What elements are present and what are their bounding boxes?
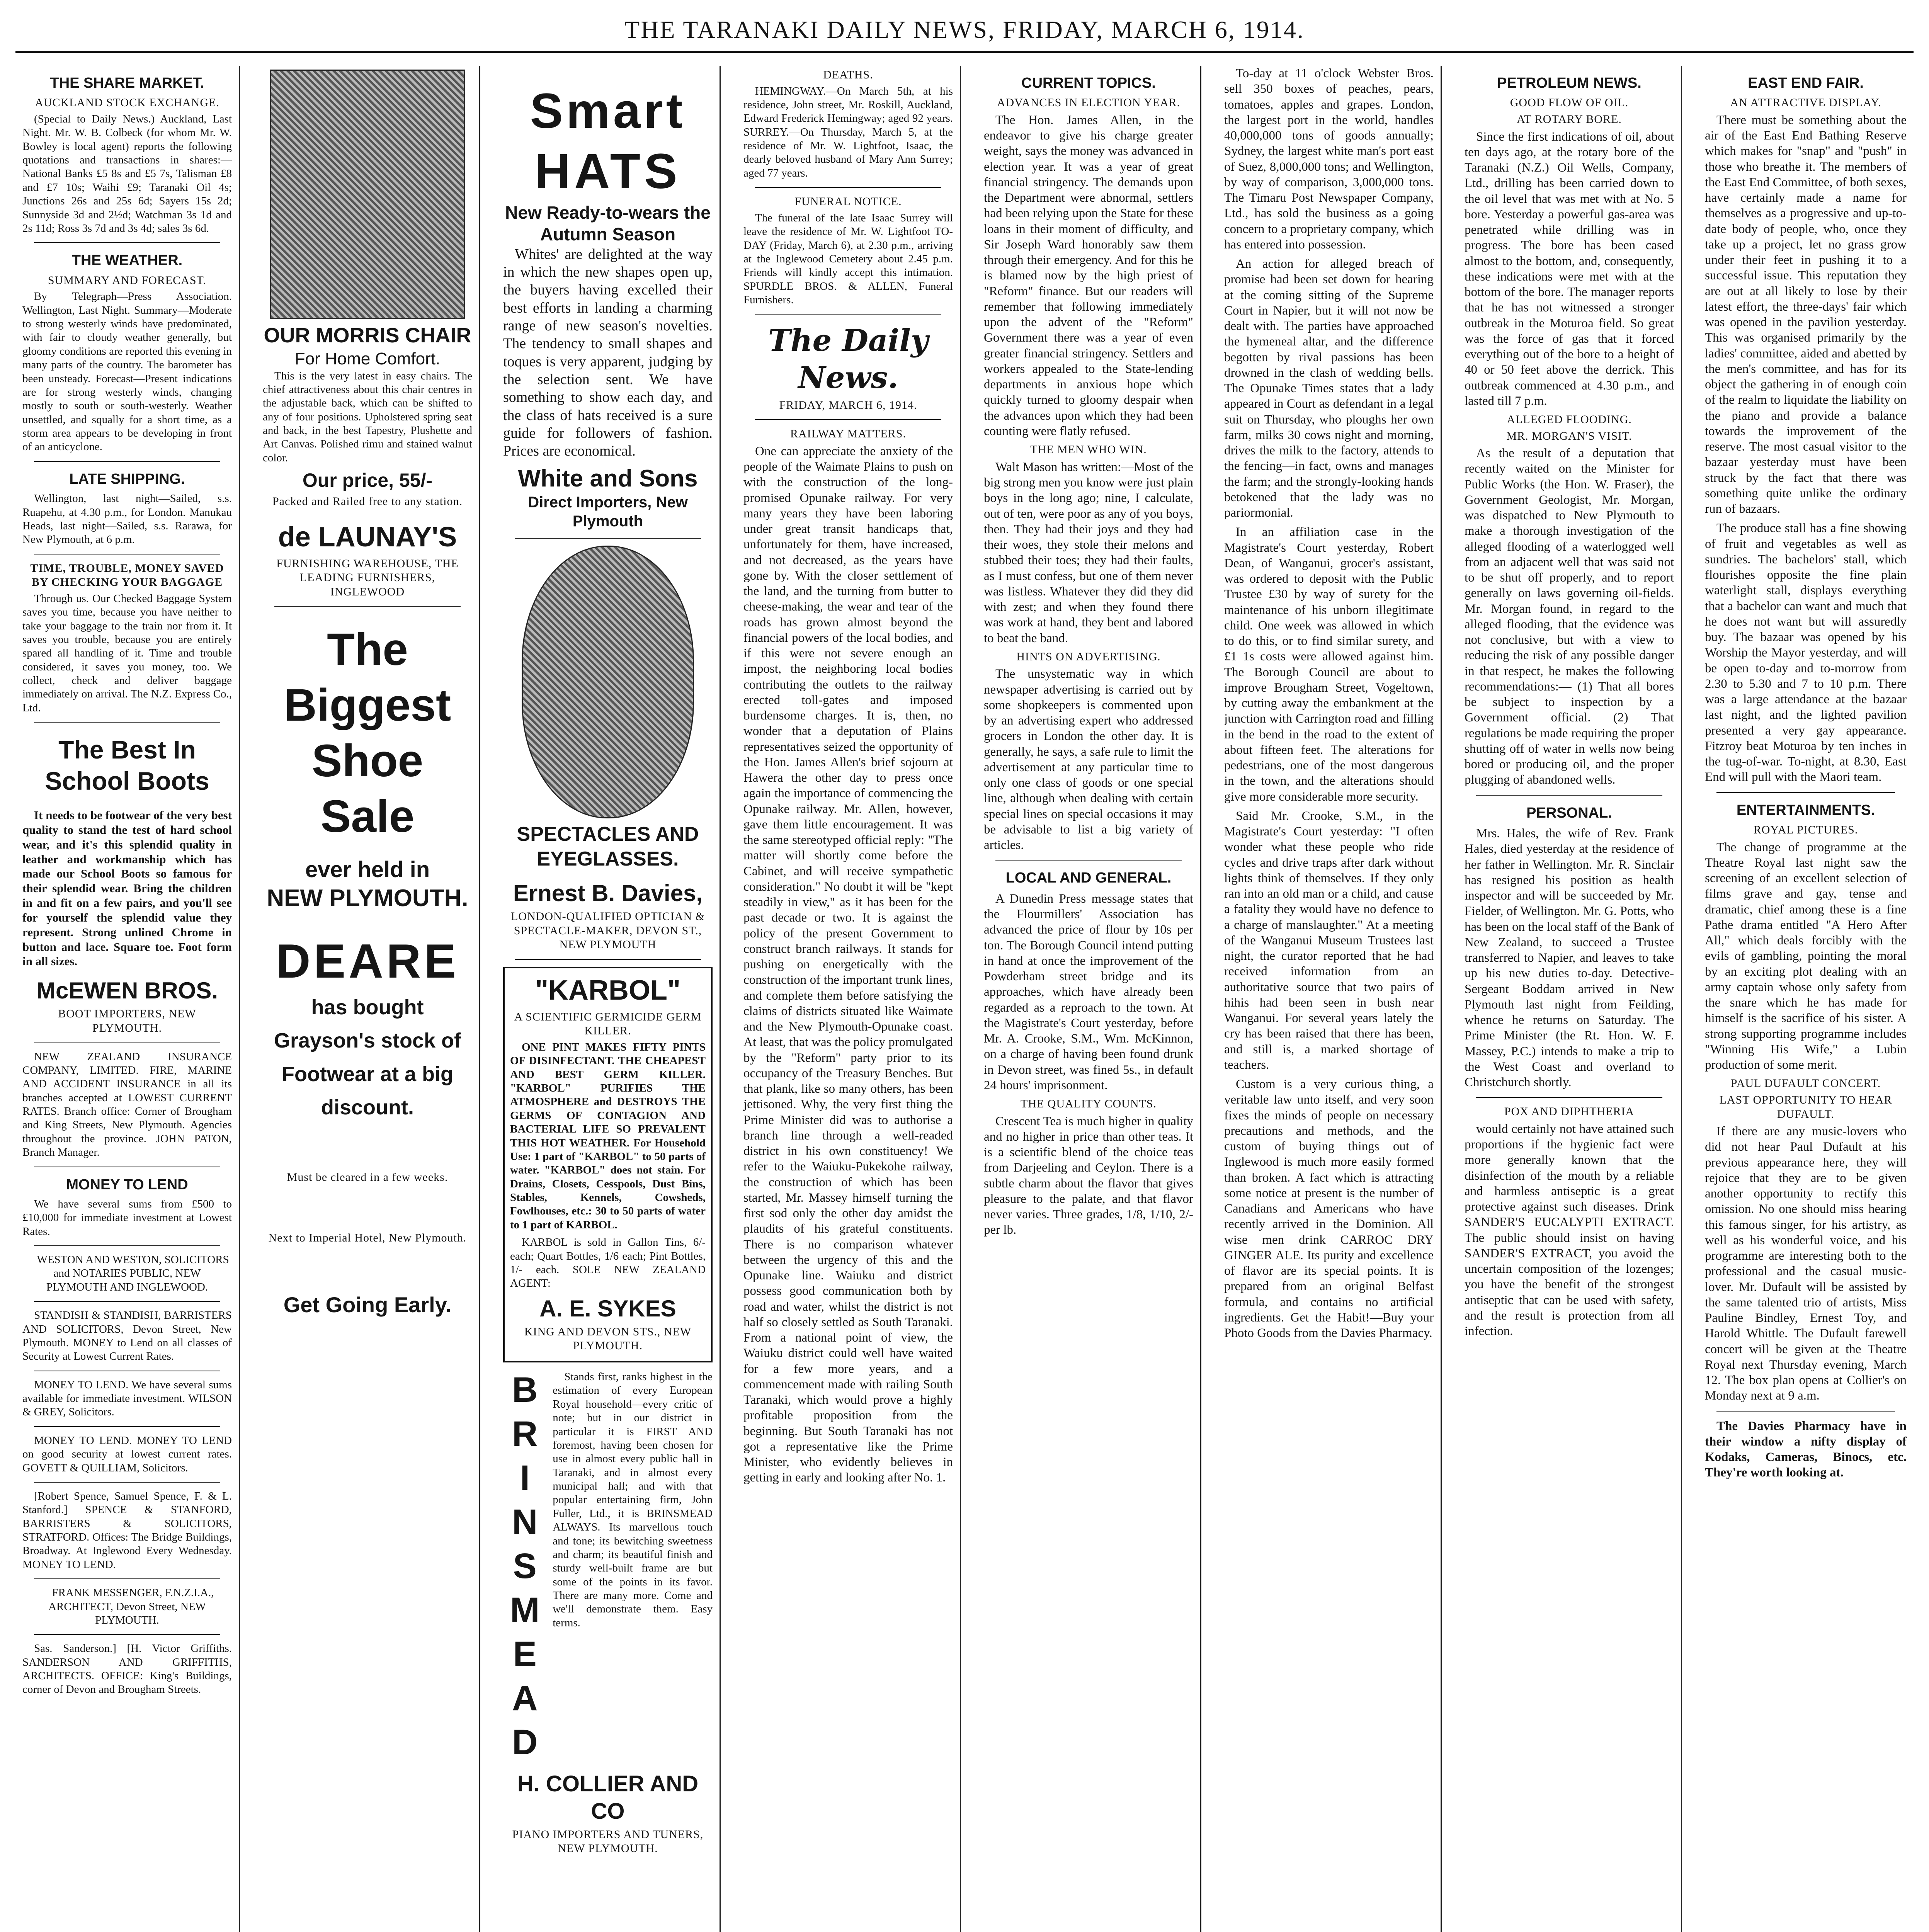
baggage-text: Through us. Our Checked Baggage System saves you time, because you have neither to take your baggage to the train nor from it. It saves you trouble, because you are entirely spared all handling of it. Time and trouble considered, it saves you money, too. We collect, check and deliver baggage immediately on arrival. The N.Z. Express Co., Ltd.	[22, 592, 232, 714]
deaths-text: HEMINGWAY.—On March 5th, at his residence, John street, Mr. Roskill, Auckland, Edward Frederick Hemingway; aged 92 years. SURREY.—On Thursday, March 5, at the residence of Mr. W. Lightfoot, Isaac, the dearly beloved husband of Mary Ann Surrey; aged 77 years.	[743, 85, 953, 179]
dufault-text: If there are any music-lovers who did not hear Paul Dufault at his previous appearance here, they will rejoice that they are to be given another opportunity to rectify this omission. No one should miss hearing this famous singer, for his artistry, as well as his wonderful voice, and his programme are interesting both to the professional and the casual music-lover. Mr. Dufault will be assisted by the same talented trio of artists, Miss Pauline Bindley, Ernest Toy, and Harold Whittle. The Dufault farewell concert will be given at the Theatre Royal next Thursday evening, March 12. The box plan opens at Collier's on Monday next at 9 a.m.	[1705, 1124, 1907, 1403]
column-rule	[479, 66, 480, 1932]
sanderson-ad: Sas. Sanderson.] [H. Victor Griffiths. SANDERSON AND GRIFFITHS, ARCHITECTS. OFFICE: King's Buildings, corner of Devon and Brougham Streets.	[22, 1642, 232, 1696]
brinsmead-ad	[503, 1370, 713, 1767]
collier-sub: PIANO IMPORTERS AND TUNERS, NEW PLYMOUTH.	[512, 1828, 704, 1855]
share-market-heading: THE SHARE MARKET.	[50, 75, 204, 91]
mcewen-bros-sub: BOOT IMPORTERS, NEW PLYMOUTH.	[58, 1007, 196, 1034]
column-8	[1698, 66, 1914, 1932]
east-end-fair-text: There must be something about the air of the East End Bathing Reserve which makes for "snap" and "push" in those who breathe it. The members of the East End Committee, of both sexes, have certainly made a name for themselves as a progressive and up-to-date body of people, who, once they take up a project, let no grass grow under their feet in pushing it to a successful issue. This reputation they are out at all likely to lose by their latest effort, the three-days' fair which was opened in the pavilion yesterday. This was organised primarily by the ladies' committee, aided and abetted by the men's committee, and has for its object the gathering in of enough coin of the realm to liquidate the liability on the piano and provide a balance towards the improvement of the reserve. The most casual visitor to the bazaar yesterday must have been struck by the fact that there was something quite unlike the ordinary run of bazaars.	[1705, 113, 1907, 516]
pharmacy-text: The Davies Pharmacy have in their window a nifty display of Kodaks, Cameras, Binocs, etc. They're worth looking at.	[1705, 1419, 1907, 1480]
column-rule	[1200, 66, 1201, 1932]
column-rule	[720, 66, 721, 1932]
personal-text: Mrs. Hales, the wife of Rev. Frank Hales, died yesterday at the residence of her father in Wellington. Mr. R. Sinclair has resigned his position as health inspector and will be succeeded by Mr. Fielder, of Wellington. Mr. G. Potts, who has been on the local staff of the Bank of New Zealand, to succeed a Trustee transferred to Napier, and leaves to take up his new duties to-day. Detective-Sergeant Boddam arrived in New Plymouth last night from Feilding, whence he returns on Saturday. The Prime Minister (the Rt. Hon. W. F. Massey, P.C.) intends to make a trip to the West Coast and overland to Christchurch shortly.	[1465, 827, 1674, 1090]
column-5	[977, 66, 1200, 1932]
money-to-lend-heading: MONEY TO LEND	[66, 1176, 188, 1193]
spence-ad: [Robert Spence, Samuel Spence, F. & L. Stanford.] SPENCE & STANFORD, BARRISTERS & SOLICITORS, STRATFORD. Offices: The Bridge Buildings, Broadway. At Inglewood Every Wednesday. MONEY TO LEND.	[22, 1490, 232, 1571]
petroleum-sub-2: AT ROTARY BORE.	[1517, 112, 1622, 126]
karbol-sold: KARBOL is sold in Gallon Tins, 6/- each; Quart Bottles, 1/6 each; Pint Bottles, 1/- each. SOLE NEW ZEALAND AGENT:	[510, 1236, 706, 1290]
karbol-heading: "KARBOL"	[535, 975, 681, 1006]
petroleum-sub-1: GOOD FLOW OF OIL.	[1510, 96, 1629, 109]
insurance-ad: NEW ZEALAND INSURANCE COMPANY, LIMITED. FIRE, MARINE AND ACCIDENT INSURANCE in all its branches accepted at LOWEST CURRENT RATES. Branch office: Corner of Brougham and King Streets, New Plymouth. Agencies throughout the province. JOHN PATON, Branch Manager.	[22, 1050, 232, 1159]
railway-heading: RAILWAY MATTERS.	[790, 427, 906, 440]
column-1	[15, 66, 239, 1932]
east-end-fair-heading: EAST END FAIR.	[1748, 75, 1864, 91]
shipping-text: Wellington, last night—Sailed, s.s. Ruapehu, at 4.30 p.m., for London. Manukau Heads, last night—Sailed, s.s. Rarawa, for New Plymouth, at 6 p.m.	[22, 492, 232, 546]
quality-counts-text: Crescent Tea is much higher in quality and no higher in price than other teas. It is a scientific blend of the choice teas from Darjeeling and Ceylon. There is a subtle charm about the flavor that gives pleasure to the palate, and that flavor never varies. Three grades, 1/8, 1/10, 2/- per lb.	[984, 1114, 1193, 1237]
men-who-win-text: Walt Mason has written:—Most of the big strong men you know were just plain boys in the long ago; nine, I calculate, out of ten, were poor as any of you boys, then. They had their joys and they had their woes, they stole their melons and stubbed their toes; they had their faults, as I must confess, but one of them never was listless. Whatever they did they did with zest; and when they found there was work at hand, they bent and labored to beat the band.	[984, 460, 1193, 645]
funeral-heading: FUNERAL NOTICE.	[794, 195, 902, 208]
petroleum-heading: PETROLEUM NEWS.	[1497, 75, 1642, 91]
railway-text: One can appreciate the anxiety of the people of the Waimate Plains to push on with the construction of the long-promised Opunake railway. For very many years they have been laboring under great transit handicaps that, unfortunately for them, have increased, and not decreased, as the years have gone by. With the closer settlement of the land, and the turning from butter to cheese-making, the wear and tear of the roads has grown almost beyond the financial powers of the local bodies, and if this were not severe enough an impost, the neighboring local bodies contributing the outlets to the railway erected toll-gates and imposed burdensome charges. It is, then, no wonder that a deputation of Plains representatives seized the opportunity of the Hon. James Allen's brief sojourn at Hawera the other day to press once again the importance of commencing the Opunake railway. Mr. Allen, however, gave them little encouragement. It was the same stereotyped official reply: "The matter will shortly come before the Cabinet, and will receive sympathetic consideration." No doubt it will be "kept steadily in view," as it has been for the past decade or two. It is against the policy of the present Government to construct branch railways. It stands for pushing on energetically with the construction of the important trunk lines, and complete them before satisfying the claims of districts situated like Waimate and the New Plymouth-Opunake coast. At least, that was the policy promulgated by the "Reform" party prior to its occupancy of the Treasury Benches. But that plank, like so many others, has been jettisoned. Why, the very first thing the Prime Minister did was to authorise a branch line through a well-readed district in his own constituency! We refer to the Waiuku-Pukekohe railway, the construction of which has been started, Mr. Massey himself turning the first sod only the other day amidst the plaudits of his grateful constituents. There is no comparison whatever between the urgency of this and the Opunake line. Waiuku and district possess good communication both by road and water, whilst the district is not half so closely settled as South Taranaki. From a national point of view, the Waiuku district could well have waited for a few more years, and a commencement made with railing South Taranaki, which would prove a highly profitable proposition from the beginning. But South Taranaki has not got a representative like the Prime Minister, who evidently believes in getting in early and looking after No. 1.	[743, 444, 953, 1485]
column-2	[256, 66, 479, 1932]
messenger-ad: FRANK MESSENGER, F.N.Z.I.A., ARCHITECT, Devon Street, NEW PLYMOUTH.	[48, 1587, 214, 1626]
weather-text: By Telegraph—Press Association. Wellington, Last Night. Summary—Moderate to strong westerly winds have predominated, with fair to cloudy weather generally, but gloomy conditions are reported this evening in many parts of the country. The barometer has been unsteady. Forecast—Present indications are for strong westerly winds, changing mostly to south or south-westerly. Weather unsettled, and squally for a short time, as a storm area appears to be developing in front of an anticyclone.	[22, 290, 232, 453]
davies-sub: LONDON-QUALIFIED OPTICIAN & SPECTACLE-MAKER, DEVON ST., NEW PLYMOUTH	[511, 910, 705, 951]
money-to-lend-3: MONEY TO LEND. MONEY TO LEND on good security at lowest current rates. GOVETT & QUILLIAM, Solicitors.	[22, 1434, 232, 1474]
optician-crest-illustration	[522, 546, 694, 818]
flooding-text: As the result of a deputation that recently waited on the Minister for Public Works (the Hon. W. Fraser), the Government Geologist, Mr. Morgan, was dispatched to New Plymouth to make a thorough investigation of the alleged flooding of a waterlogged well from an adjacent well that was said not to be shut off properly, and to report generally on laws governing oil-fields. Mr. Morgan found, in regard to the alleged flooding, that the evidence was not conclusive, but with a view to reducing the risk of any possible danger in that respect, he makes the following recommendations:— (1) That all bores be subject to inspection by a Government official. (2) That regulations be made requiring the proper shutting off of water in wells now being bored or producing oil, and the proper plugging of abandoned wells.	[1465, 446, 1674, 787]
local-text-1: To-day at 11 o'clock Webster Bros. sell 350 boxes of peaches, pears, tomatoes, apples and grapes. London, the largest port in the world, handles 40,000,000 tons of goods annually; Sydney, the largest white man's port east of Suez, 8,000,000 tons; and Wellington, by way of comparison, 3,000,000 tons. The Timaru Post Newspaper Company, Ltd., has sold the business as a going concern to a proprietary company, which has entered into possession.	[1224, 66, 1434, 252]
royal-pictures-text: The change of programme at the Theatre Royal last night saw the screening of an excellent selection of films grave and gay, tense and dramatic, chief among these is a fine Pathe drama entitled "A Hero After All," which deals forcibly with the evils of gambling, pointing the moral by an exciting plot dealing with an army captain whose only safety from the snare which he has made for himself is the sacrifice of his sister. A strong supporting programme includes "Winning His Wife," a Lubin production of some merit.	[1705, 840, 1907, 1072]
local-text-3: In an affiliation case in the Magistrate's Court yesterday, Robert Dean, of Wanganui, grocer's assistant, was ordered to deposit with the Public Trustee £30 by way of surety for the maintenance of his unborn illegitimate child. One week was allowed in which to do this, or to find similar surety, and £1 1s costs were allowed against him. The Borough Council are about to improve Brougham Street, Vogeltown, by cutting away the embankment at the junction with Carrington road and filling in the bend in the road to the extent of about fifteen feet. The alterations for pedestrians, one of the most dangerous in the town, and the alterations should give more considerable more security.	[1224, 525, 1434, 804]
local-text-4: Said Mr. Crooke, S.M., in the Magistrate's Court yesterday: "I often wonder what these people who ride cycles and drive traps after dark without lights think of themselves. If they only ran into an old man or a child, and cause a fatality they would have no defence to a charge of manslaughter." At a meeting of the Wanganui Museum Trustees last night, the curator reported that he had received information from an authoritative source that two pairs of hihis had been seen in bush near Wanganui. For several years lately the cry has been raised that there has been, and still is, a marked shortage of teachers.	[1224, 809, 1434, 1072]
flooding-heading: ALLEGED FLOODING.	[1507, 413, 1632, 426]
shoe-sale-line-5: ever held in	[305, 857, 430, 883]
morris-chair-note: Packed and Railed free to any station.	[272, 495, 463, 508]
shipping-heading: LATE SHIPPING.	[69, 471, 185, 487]
money-to-lend-2: MONEY TO LEND. We have several sums available for immediate investment. WILSON & GREY, Solicitors.	[22, 1378, 232, 1418]
morris-chair-price: Our price, 55/-	[302, 469, 433, 492]
dufault-sub: LAST OPPORTUNITY TO HEAR DUFAULT.	[1719, 1094, 1892, 1121]
dufault-heading: PAUL DUFAULT CONCERT.	[1730, 1077, 1881, 1090]
baggage-heading: TIME, TROUBLE, MONEY SAVED BY CHECKING YOUR BAGGAGE	[30, 561, 224, 589]
local-text-2: An action for alleged breach of promise had been set down for hearing at the coming sitting of the Supreme Court in Napier, but it will not now be dealt with. The parties have approached the hymeneal altar, and the difference begotten by rival passions has been drowned in the clash of wedding bells. The Opunake Times states that a lady appeared in Court as defendant in a legal suit on Thursday, who ploughs her own farm, milks 30 cows night and morning, drives the milk to the factory, attends to the fencing—in fact, owns and manages the farm; and the strongly-looking hands betokened that the lady was no pariormonial.	[1224, 257, 1434, 520]
daily-news-logo: The Daily News.	[768, 323, 929, 395]
spectacles-heading: SPECTACLES AND EYEGLASSES.	[517, 823, 699, 870]
davies-name: Ernest B. Davies,	[513, 880, 703, 906]
column-rule	[1681, 66, 1682, 1932]
deare-name: DEARE	[276, 934, 459, 988]
funeral-text: The funeral of the late Isaac Surrey will leave the residence of Mr. W. Lightfoot TO-DAY (Friday, March 6), at 2.30 p.m., arriving at the Inglewood Cemetery about 2.45 p.m. Friends will kindly accept this intimation. SPURDLE BROS. & ALLEN, Funeral Furnishers.	[743, 211, 953, 306]
quality-counts-heading: THE QUALITY COUNTS.	[1020, 1097, 1157, 1110]
delaunay-name: de LAUNAY'S	[278, 521, 457, 553]
shoe-sale-line-6: NEW PLYMOUTH.	[267, 884, 468, 912]
deare-note: Must be cleared in a few weeks.	[287, 1171, 448, 1184]
royal-pictures-heading: ROYAL PICTURES.	[1753, 823, 1858, 837]
petroleum-text: Since the first indications of oil, about ten days ago, at the rotary bore of the Taranaki (N.Z.) Oil Wells, Company, Ltd., drilling has been carried down to the oil level that was met with at No. 5 bore. Yesterday a powerful gas-area was penetrated while drilling was in progress. The bore has been cased almost to the bottom, and, consequently, these indications were met with at the bottom of the bore. The manager reports that he has not witnessed a stronger outbreak in the Moturoa field. So great was the force of gas that it forced everything out of the bore to a height of 40 or 50 feet above the derrick. This outbreak commenced at 4.30 p.m., and lasted till 7 p.m.	[1465, 129, 1674, 408]
weston-ad: WESTON AND WESTON, SOLICITORS and NOTARIES PUBLIC, NEW PLYMOUTH AND INGLEWOOD.	[37, 1253, 229, 1293]
karbol-sub: A SCIENTIFIC GERMICIDE GERM KILLER.	[514, 1010, 702, 1037]
school-boots-heading: The Best In School Boots	[45, 735, 209, 795]
morris-chair-text: This is the very latest in easy chairs. The chief attractiveness about this chair centres in the adjustable back, which can be shifted to any of four positions. Upholstered spring seat and back, in the best Tapestry, Plushette and Art Canvas. Polished rimu and stained walnut color.	[263, 369, 472, 464]
hints-text: The unsystematic way in which newspaper advertising is carried out by some shopkeepers is commented upon by an advertising expert who addressed grocers in London the other day. It is generally, he says, a safe rule to limit the advertisement at any particular time to only one class of goods or one special line, although when dealing with certain special lines on special occasions it may be advisable to list a big variety of articles.	[984, 667, 1193, 852]
east-end-fair-text-2: The produce stall has a fine showing of fruit and vegetables as well as sundries. The bachelors' stall, which flourishes opposite the fine plain waterlight stall, displays everything that a bachelor can want and much that he does not want but will assuredly buy. The bazaar was opened by his Worship the Mayor yesterday, and will be open to-day and to-morrow from 2.30 to 5.30 and 7 to 10 p.m. There was a large attendance at the bazaar last night, and the lighted pavilion presented a very gay appearance. Fitzroy beat Moturoa by ten inches in the tug-of-war. To-night, at 8.30, East End will pull with the Maori team.	[1705, 521, 1907, 784]
deare-cta: Get Going Early.	[283, 1292, 452, 1317]
smart-hats-line-1: Smart	[530, 83, 686, 139]
local-general-heading: LOCAL AND GENERAL.	[1005, 870, 1172, 886]
sykes-name: A. E. SYKES	[539, 1295, 676, 1321]
brinsmead-text: Stands first, ranks highest in the estimation of every European Royal household—every critic of note; but in our district in particular it is FIRST AND foremost, having been chosen for use in almost every public hall in Taranaki, and in almost every municipal hall; and with that popular entertaining firm, John Fuller, Ltd., it is BRINSMEAD ALWAYS. Its marvellous touch and tone; its bewitching sweetness and charm; its beautiful finish and sturdy well-built frame are but some of the points in its favor. There are many more. Come and we'll demonstrate them. Easy terms.	[553, 1371, 713, 1629]
standish-ad: STANDISH & STANDISH, BARRISTERS AND SOLICITORS, Devon Street, New Plymouth. MONEY to Lend on all classes of Security at Lowest Current Rates.	[22, 1309, 232, 1363]
east-end-fair-sub: AN ATTRACTIVE DISPLAY.	[1730, 96, 1881, 109]
smart-hats-text: Whites' are delighted at the way in which the new shapes open up, the buyers having excelled their best efforts in landing a charming range of new season's novelties. The tendency to small shapes and toques is very apparent, judging by the selection sent. We have something to show each day, and the class of hats received is a sure guide for followers of fashion. Prices are economical.	[503, 246, 713, 459]
hints-heading: HINTS ON ADVERTISING.	[1016, 650, 1161, 663]
deare-address: Next to Imperial Hotel, New Plymouth.	[268, 1231, 467, 1244]
deare-text: has bought Grayson's stock of Footwear at a big discount.	[274, 995, 461, 1119]
column-6	[1217, 66, 1441, 1932]
local-general-text: A Dunedin Press message states that the Flourmillers' Association has advanced the price of flour by 10s per ton. The Borough Council intend putting in hand at once the improvement of the Powderham street bridge and its approaches, which have already been regarded as a reproach to the town. At the Magistrate's Court yesterday, before Mr. A. Crooke, S.M., Wm. McKinnon, on a charge of having been found drunk in Devon street, was fined 5s., in default 24 hours' imprisonment.	[984, 891, 1193, 1092]
column-3	[496, 66, 720, 1932]
white-and-sons: White and Sons	[518, 465, 698, 492]
weather-subheading: SUMMARY AND FORECAST.	[48, 274, 207, 287]
pox-text: would certainly not have attained such proportions if the hygienic fact were more generally known that the disinfection of the mouth by a reliable and harmless antiseptic is a great protective against such diseases. Drink SANDER'S EUCALYPTI EXTRACT. The public should insist on having SANDER'S EXTRACT, you avoid the uncertain composition of the lozenges; you have the benefit of the strongest antiseptic that can be used with safety, and the result is protection from all infection.	[1465, 1122, 1674, 1338]
column-rule	[960, 66, 961, 1932]
deaths-heading: DEATHS.	[823, 68, 873, 81]
editorial-date: FRIDAY, MARCH 6, 1914.	[779, 398, 917, 412]
current-topics-text: The Hon. James Allen, in the endeavor to give his charge greater weight, says the money was advanced in election year. It was a year of great financial stringency. The demands upon the Department were abnormal, settlers had been relying upon the State for these loans in their moment of difficulty, and Sir Joseph Ward honorably saw them through their emergency. And for this he is blamed now by the high priest of "Reform" finance. But our readers will remember that following immediately upon the advent of the "Reform" Government there was a year of even greater financial stringency. Settlers and workers appealed to the State-lending departments in anxious hope which quickly turned to gloomy despair when the advances upon which they had been counting were flatly refused.	[984, 113, 1193, 438]
morris-chair-heading: OUR MORRIS CHAIR	[264, 324, 471, 347]
delaunay-sub: FURNISHING WAREHOUSE, THE LEADING FURNISHERS, INGLEWOOD	[276, 557, 459, 598]
money-to-lend-text: We have several sums from £500 to £10,000 for immediate investment at Lowest Rates.	[22, 1197, 232, 1238]
personal-heading: PERSONAL.	[1526, 804, 1612, 821]
men-who-win-heading: THE MEN WHO WIN.	[1030, 443, 1147, 456]
school-boots-text: It needs to be footwear of the very best quality to stand the test of hard school wear, and it's this splendid quality in leather and workmanship which has made our School Boots so famous for their splendid wear. Bring the children in and fit on a few pairs, and you'll see for yourself the splendid value they represent. Strong unlined Chrome in button and lace. Square toe. Foot form in all sizes.	[22, 808, 232, 968]
current-topics-heading: CURRENT TOPICS.	[1021, 75, 1156, 91]
entertainments-heading: ENTERTAINMENTS.	[1736, 802, 1875, 818]
column-rule	[1441, 66, 1442, 1932]
morris-chair-illustration	[270, 70, 465, 319]
morris-chair-subheading: For Home Comfort.	[294, 349, 441, 368]
collier-name: H. COLLIER AND CO	[517, 1771, 699, 1824]
flooding-sub: MR. MORGAN'S VISIT.	[1506, 429, 1632, 442]
mcewen-bros: McEWEN BROS.	[36, 978, 218, 1004]
sykes-sub: KING AND DEVON STS., NEW PLYMOUTH.	[524, 1325, 692, 1352]
smart-hats-sub: New Ready-to-wears the Autumn Season	[505, 202, 711, 245]
karbol-text: ONE PINT MAKES FIFTY PINTS OF DISINFECTANT. THE CHEAPEST AND BEST GERM KILLER. "KARBOL" PURIFIES THE ATMOSPHERE and DESTROYS THE GERMS OF CONTAGION AND BACTERIAL LIFE SO PREVALENT THIS HOT WEATHER. For Household Use: 1 part of "KARBOL" to 50 parts of water. "KARBOL" does not stain. For Drains, Closets, Cesspools, Dust Bins, Stables, Kennels, Cowsheds, Fowlhouses, etc.: 30 to 50 parts of water to 1 part of KARBOL.	[510, 1041, 706, 1231]
shoe-sale-line-2: Biggest	[284, 680, 451, 731]
shoe-sale-line-3: Shoe	[311, 735, 424, 787]
pox-heading: POX AND DIPHTHERIA	[1504, 1105, 1635, 1118]
local-text-5: Custom is a very curious thing, a veritable law unto itself, and very soon fixes the minds of people on necessary precautions and methods, and the custom of buying things out of Inglewood is much more easily formed than broken. A fact which is attracting some notice at present is the number of Canadians and Americans who have recently arrived in the Dominion. All wise men drink CARROC DRY GINGER ALE. Its purity and excellence of flavor are its special points. It is prepared from an original Belfast formula, and contains no artificial ingredients. Get the Habit!—Buy your Photo Goods from the Davies Pharmacy.	[1224, 1077, 1434, 1340]
column-7	[1458, 66, 1681, 1932]
brinsmead-vertical: BRINSMEAD	[505, 1370, 545, 1767]
shoe-sale-line-1: The	[327, 624, 408, 675]
share-market-subheading: AUCKLAND STOCK EXCHANGE.	[35, 96, 219, 109]
current-topics-subheading: ADVANCES IN ELECTION YEAR.	[997, 96, 1181, 109]
shoe-sale-line-4: Sale	[320, 791, 415, 842]
masthead: THE TARANAKI DAILY NEWS, FRIDAY, MARCH 6, 1914.	[15, 9, 1914, 53]
column-rule	[239, 66, 240, 1932]
share-market-text: (Special to Daily News.) Auckland, Last Night. Mr. W. B. Colbeck (for whom Mr. W. Bowley is local agent) reports the following quotations and transactions in shares:—National Banks £5 8s and £5 7s, Talisman £8 and £7 10s; Waihi £9; Taranaki Oil 4s; Junctions 26s and 25s 6d; Sayers 15s 2d; Sunnyside 3d and 2½d; Watchman 3s 1d and 2s 11d; Ross 3s 7d and 3s 4d; sales 3s 6d.	[22, 112, 232, 235]
weather-heading: THE WEATHER.	[71, 252, 183, 269]
smart-hats-line-2: HATS	[534, 144, 681, 199]
karbol-ad	[503, 967, 713, 1362]
column-4	[737, 66, 960, 1932]
white-and-sons-sub: Direct Importers, New Plymouth	[528, 494, 688, 530]
